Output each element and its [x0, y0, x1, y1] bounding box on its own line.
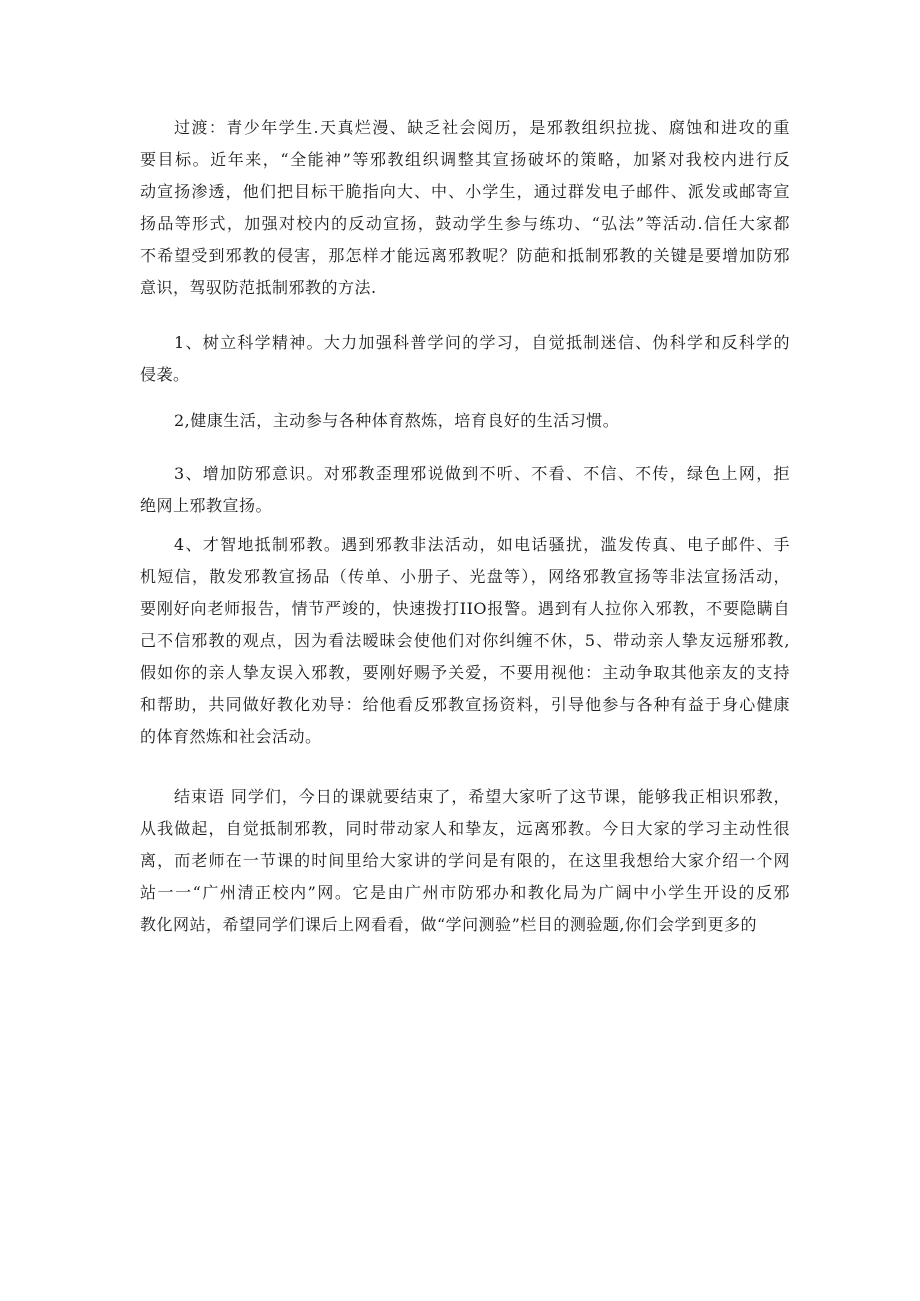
text-line: 1、树立科学精神。大力加强科普学问的学习，自觉抵制迷信、伪科学和反科学的: [174, 333, 790, 352]
text-line: 从我做起，自觉抵制邪教，同时带动家人和挚友，远离邪教。今日大家的学习主动性很: [140, 819, 790, 838]
text-line: 意识，驾驭防范抵制邪教的方法.: [140, 278, 377, 297]
text-line: 的体育然炼和社会活动。: [140, 727, 322, 746]
text-line: 侵袭。: [140, 365, 190, 384]
text-line: 扬品等形式，加强对校内的反动宣扬，鼓动学生参与练功、“弘法”等活动.信任大家都: [140, 214, 790, 233]
paragraph-transition: [140, 112, 790, 304]
text-line: 3、增加防邪意识。对邪教歪理邪说做到不听、不看、不信、不传，绿色上网，拒: [174, 464, 790, 483]
text-line: 2,健康生活，主动参与各种体育熬炼，培育良好的生活习惯。: [174, 411, 620, 430]
text-line: 教化网站，希望同学们课后上网看看，做“学问测验”栏目的测验题,你们会学到更多的: [140, 915, 757, 934]
text-line: 站一一“广州清正校内”网。它是由广州市防邪办和教化局为广阔中小学生开设的反邪: [140, 883, 790, 902]
text-line: 绝网上邪教宣扬。: [140, 496, 273, 515]
paragraph-point-2: [140, 405, 790, 437]
text-line: 机短信，散发邪教宣扬品（传单、小册子、光盘等），网络邪教宣扬等非法宣扬活动，: [140, 567, 790, 586]
paragraph-conclusion: [140, 781, 790, 941]
text-line: 和帮助，共同做好教化劝导：给他看反邪教宣扬资料，引导他参与各种有益于身心健康: [140, 695, 790, 714]
text-line: 4、才智地抵制邪教。遇到邪教非法活动，如电话骚扰，滥发传真、电子邮件、手: [174, 535, 790, 554]
text-line: 过渡：青少年学生.天真烂漫、缺乏社会阅历，是邪教组织拉拢、腐蚀和进攻的重: [174, 118, 790, 137]
text-line: 己不信邪教的观点，因为看法暧昧会使他们对你纠缠不休，5、带动亲人挚友远掰邪教,: [140, 631, 790, 650]
text-line: 动宣扬渗透，他们把目标干脆指向大、中、小学生，通过群发电子邮件、派发或邮寄宣: [140, 182, 790, 201]
text-line: 离，而老师在一节课的时间里给大家讲的学问是有限的，在这里我想给大家介绍一个网: [140, 851, 790, 870]
paragraph-point-4: [140, 529, 790, 753]
text-line: 假如你的亲人挚友误入邪教，要刚好赐予关爱，不要用视他：主动争取其他亲友的支持: [140, 663, 790, 682]
text-line: 要目标。近年来，“全能神”等邪教组织调整其宣扬破坏的策略，加紧对我校内进行反: [140, 150, 790, 169]
paragraph-point-3: [140, 458, 790, 522]
paragraph-point-1: [140, 327, 790, 391]
text-line: 结束语 同学们，今日的课就要结束了，希望大家听了这节课，能够我正相识邪教，: [174, 787, 790, 806]
text-line: 要刚好向老师报告，情节严竣的，快速拨打IIO报警。遇到有人拉你入邪教，不要隐瞒自: [140, 599, 790, 618]
text-line: 不希望受到邪教的侵害，那怎样才能远离邪教呢？防葩和抵制邪教的关键是要增加防邪: [140, 246, 790, 265]
